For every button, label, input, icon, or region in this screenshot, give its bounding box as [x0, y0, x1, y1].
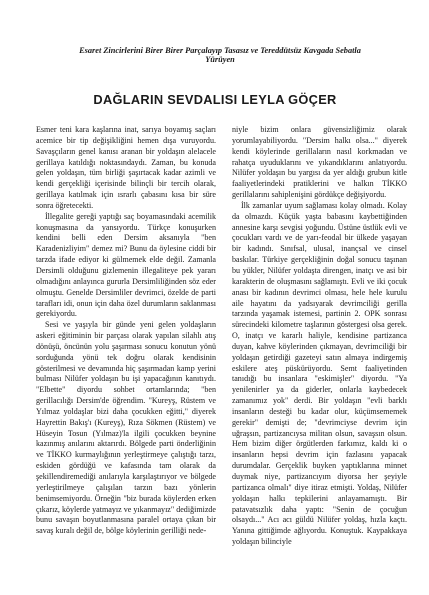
right-text-column [232, 125, 407, 585]
body-paragraph: niyle bizim onlara güvensizliğimiz olarak yorumlayabiliyordu. "Dersim halkı olsa..." diyerek kendi köylerinde gerillaların nasıl korkmadan ve rahatça uyuduklarını ve yıkandıklarını anlatıyordu. Nilüfer yoldaşın bu yargısı da yer aldığı grubun kitle faaliyetlerindeki pratiklerini ve halkın TİKKO gerillalarını sahiplenişini gördükçe değişiyordu. [232, 125, 407, 200]
body-paragraph: Esmer teni kara kaşlarına inat, sarıya boyamış saçları acemice bir tip değişikliğini hemen dışa vuruyordu. Savaşçıların genel kanısı aranan bir yoldaşın alelacele gerillaya katıldığı noktasındaydı. Zaman, bu konuda gelen yoldaşın, tüm birliği şaşırtacak kadar azimli ve kendi gerçekliği içerisinde bilinçli bir tercih olarak, gerillaya katılmak için ısrarlı çabasını kısa bir süre sonra öğretecekti. [36, 125, 216, 210]
body-paragraph: Sesi ve yaşıyla bir günde yeni gelen yoldaşların askeri eğitiminin bir parçası olarak yapılan silahlı atış dönüşü, öncünün yolu şaşırması sonucu konutun yönü sorduğunda yönü tek doğru olarak kendisinin gösterilmesi ve devamında hiç şaşırmadan kamp yerini bulması Nilüfer yoldaşın bu işi yapacağının kanıtıydı. "Elbette" diyordu sohbet ortamlarında; "ben gerillacılığı Dersim'de öğrendim. "Kureyş, Rüstem ve Yılmaz yoldaşlar bizi daha çocukken eğitti," diyerek Hayrettin Bakış'ı (Kureyş), Rıza Sökmen (Rüstem) ve Hüseyin Tosun (Yılmaz)'la ilgili çocukken beynine kazınmış anılarını aktarırdı. Bölgede parti önderliğinin ve TİKKO kurmaylığının yerleştirmeye çalıştığı tarzı, eskiden gördüğü ve kafasında tam olarak da şekillendiremediği anılarıyla karşılaştırıyor ve bölgede yerleştirilmeye çalışılan tarzın bazı yönlerin benimsemiyordu. Örneğin "biz burada köylerden erken çıkarız, köylerde yatmayız ve yıkanmayız" dediğimizde bunu savaşın boyutlanmasına paralel ortaya çıkan bir savaş kuralı değil de, bölge köylerinin gerilliği nede- [36, 320, 216, 536]
kicker-line-1: Esaret Zincirlerini Birer Birer Parçalayıp Tasasız ve Tereddütsüz Kavgada Sebatla [79, 46, 361, 55]
article-title: DAĞLARIN SEVDALISI LEYLA GÖÇER [93, 92, 337, 107]
body-paragraph: İllegalite gereği yaptığı saç boyamasındaki acemilik konuşmasına da yansıyordu. Türkçe konuşurken kendini belli eden Dersim aksanıyla "ben Karadenizliyim" demez mi? Bunu da öylesine ciddi bir tarzda ifade ediyor ki gülmemek elde değil. Zamanla Dersimli olduğunu gizlemenin illegaliteye pek yararı olmadığını anlayınca gururla Dersimliliğinden söz eder olmuştu. Genelde Dersimliler devrimci, özelde de parti tarafları idi, onun için daha özel durumların saklanması gerekiyordu. [36, 211, 216, 319]
left-text-column [36, 125, 216, 585]
kicker-line-2: Yürüyen [205, 55, 235, 64]
article-kicker [40, 46, 400, 64]
body-paragraph: İlk zamanlar uyum sağlaması kolay olmadı. Kolay da olmazdı. Küçük yaşta babasını kaybettiğinden annesine karşı sevgisi yoğundu. Üstüne üstlük evli ve çocukları vardı ve de yarı-feodal bir ülkede yaşayan bir kadındı. Sınıfsal, ulusal, inançsal ve cinsel baskılar. Türkiye gerçekliğinin doğal sonucu taşınan bu yükler, Nilüfer yoldaşta direngen, inatçı ve asi bir karakterin de oluşmasını sağlamıştı. Evli ve iki çocuk anası bir kadının devrimci olması, hele hele kurulu aile hayatını da yadsıyarak devrimciliği gerilla tarzında yaşamak istemesi, partinin 2. OPK sonrası sürecindeki kilometre taşlarının göstergesi olsa gerek. O, inatçı ve kararlı haliyle, kendisine partizanca duyan, kahve köylerinden çıkmayan, devrimciliği bir yoldaşın getirdiği gazeteyi satın almaya indirgemiş eskilere ateş püskürüyordu. Semt faaliyetinden tanıdığı bu insanlara "eskimişler" diyordu. "Ya yenilenirler ya da giderler, onlarla kaybedecek zamanımız yok" derdi. Bir yoldaşın "evli barklı insanların desteği bu kadar olur, küçümsememek gerekir" demişti de; "devrimciyse devrim için uğraşsın, partizancıysa militan olsun, savaşsın olsun. Hem bizim diğer örgütlerden farkımız, kaldı ki o insanların hepsi devrim için fazlasını yapacak durumdalar. Gerçeklik buyken yaptıklarına minnet duymak niye, partizancıyım diyorsa her şeyiyle partizanca olmalı" diye itiraz etmişti. Yoldaş, Nilüfer yoldaşın halkı tepkilerini anlayamamıştı. Bir patavatsızlık daha yaptı: "Senin de çocuğun olsaydı..." Acı acı güldü Nilüfer yoldaş, hızla kaçtı. Yanına gittiğimde ağlıyordu. Konuştuk. Kaypakkaya yoldaşın bilinciyle [232, 200, 407, 547]
